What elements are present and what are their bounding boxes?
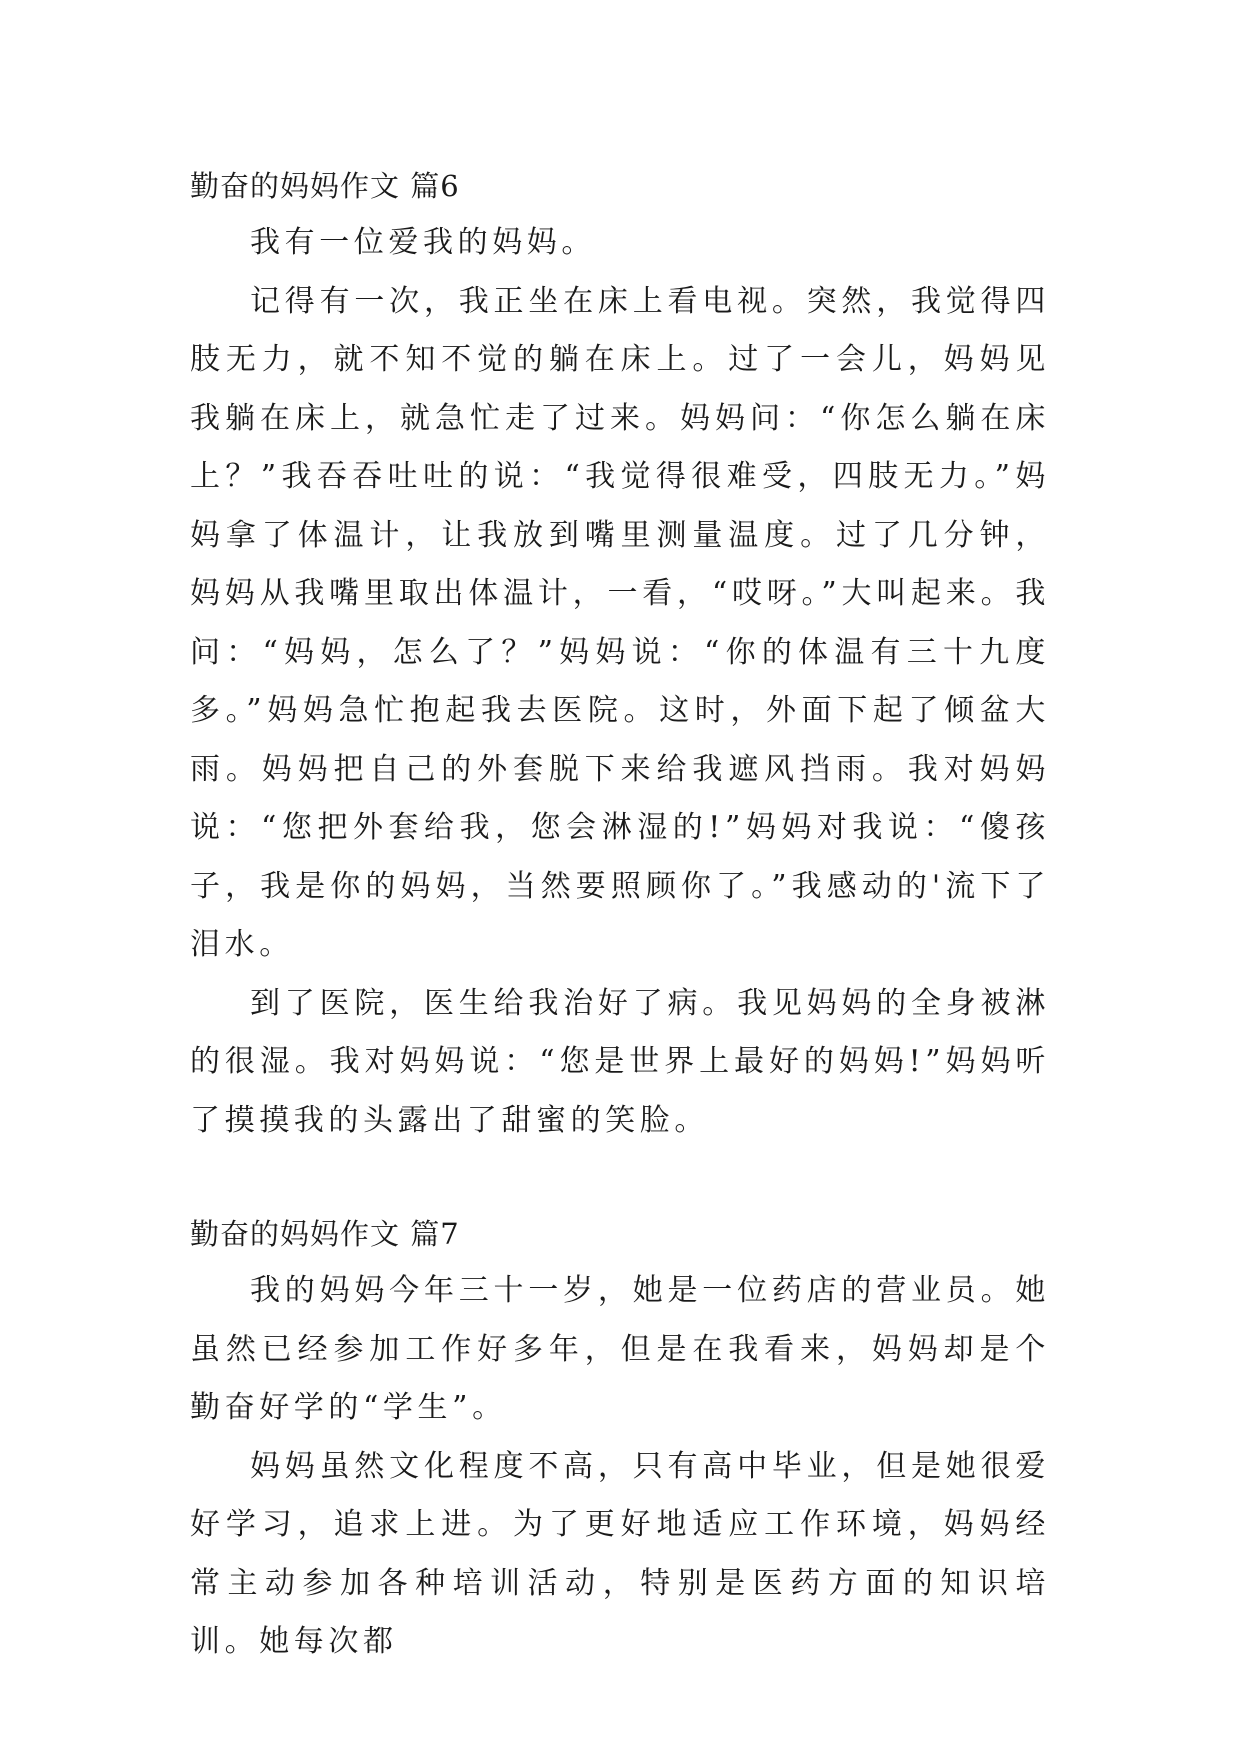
paragraph: 记得有一次，我正坐在床上看电视。突然，我觉得四肢无力，就不知不觉的躺在床上。过了一会儿，妈妈见我躺在床上，就急忙走了过来。妈妈问：“你怎么躺在床上？”我吞吞吐吐的说：“我觉得很难受，四肢无力。”妈妈拿了体温计，让我放到嘴里测量温度。过了几分钟，妈妈从我嘴里取出体温计，一看，“哎呀。”大叫起来。我问：“妈妈，怎么了？”妈妈说：“你的体温有三十九度多。”妈妈急忙抱起我去医院。这时，外面下起了倾盆大雨。妈妈把自己的外套脱下来给我遮风挡雨。我对妈妈说：“您把外套给我，您会淋湿的!”妈妈对我说：“傻孩子，我是你的妈妈，当然要照顾你了。”我感动的'流下了泪水。: [190, 283, 1050, 962]
paragraph: 我有一位爱我的妈妈。: [250, 225, 596, 260]
paragraph: 妈妈虽然文化程度不高，只有高中毕业，但是她很爱好学习，追求上进。为了更好地适应工作环境，妈妈经常主动参加各种培训活动，特别是医药方面的知识培训。她每次都: [190, 1448, 1050, 1659]
section-heading: 勤奋的妈妈作文 篇6: [190, 169, 460, 203]
document-page: [190, 158, 1050, 1672]
essay-section: [190, 158, 1050, 1150]
section-heading: 勤奋的妈妈作文 篇7: [190, 1217, 460, 1251]
paragraph: 我的妈妈今年三十一岁，她是一位药店的营业员。她虽然已经参加工作好多年，但是在我看来，妈妈却是个勤奋好学的“学生”。: [190, 1273, 1050, 1425]
essay-section: [190, 1206, 1050, 1672]
paragraph: 到了医院，医生给我治好了病。我见妈妈的全身被淋的很湿。我对妈妈说：“您是世界上最好的妈妈!”妈妈听了摸摸我的头露出了甜蜜的笑脸。: [190, 985, 1050, 1138]
